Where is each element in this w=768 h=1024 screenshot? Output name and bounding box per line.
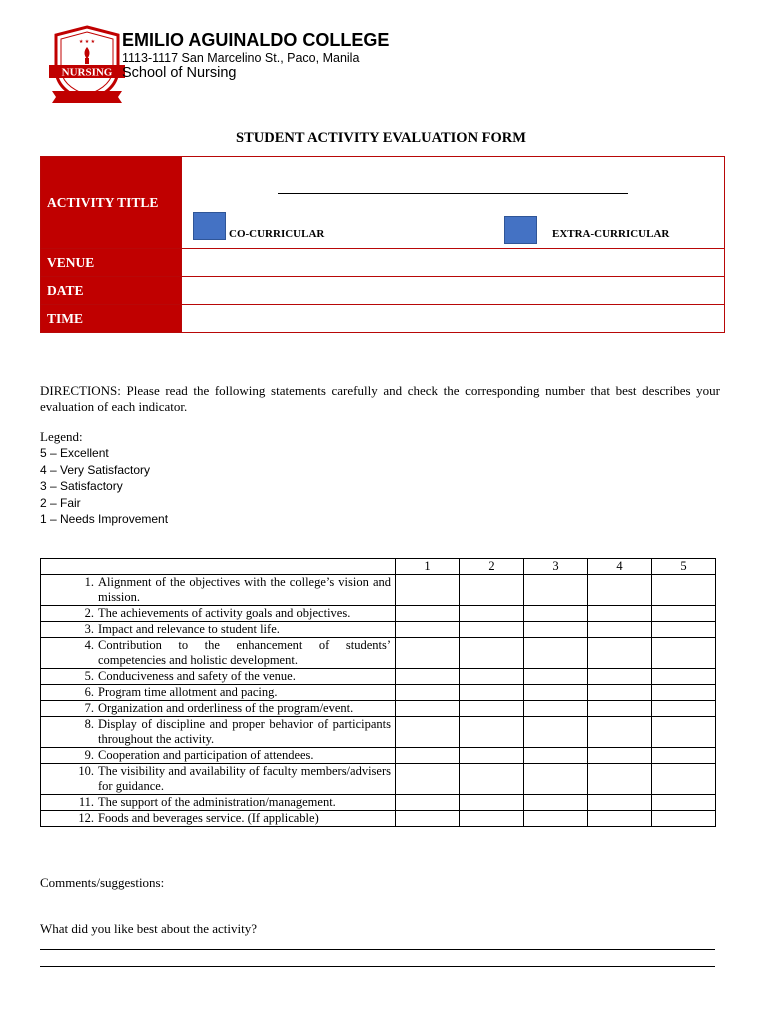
rating-cell-4[interactable] <box>588 717 652 748</box>
indicator-number: 9. <box>84 748 94 762</box>
rating-cell-4[interactable] <box>588 764 652 795</box>
rating-cell-2[interactable] <box>460 811 524 827</box>
rating-cell-5[interactable] <box>652 575 716 606</box>
indicator-cell <box>41 811 396 827</box>
indicator-number: 11. <box>78 795 94 809</box>
rating-cell-1[interactable] <box>396 638 460 669</box>
college-address: 1113-1117 San Marcelino St., Paco, Manila <box>122 51 360 65</box>
time-field[interactable] <box>182 305 725 333</box>
rating-cell-1[interactable] <box>396 701 460 717</box>
legend-title: Legend: <box>40 429 83 444</box>
evaluation-row <box>41 748 716 764</box>
date-label: DATE <box>41 277 182 305</box>
rating-cell-1[interactable] <box>396 764 460 795</box>
venue-label: VENUE <box>41 249 182 277</box>
rating-header-1: 1 <box>396 559 460 575</box>
rating-cell-5[interactable] <box>652 606 716 622</box>
rating-cell-2[interactable] <box>460 717 524 748</box>
answer-line[interactable] <box>40 966 715 967</box>
indicator-cell <box>41 638 396 669</box>
svg-text:★ ★ ★: ★ ★ ★ <box>78 39 96 45</box>
indicator-text: Organization and orderliness of the program/event. <box>98 701 354 715</box>
rating-cell-3[interactable] <box>524 575 588 606</box>
rating-cell-3[interactable] <box>524 638 588 669</box>
evaluation-row <box>41 717 716 748</box>
comments-label: Comments/suggestions: <box>40 875 165 890</box>
rating-header-4: 4 <box>588 559 652 575</box>
indicator-text: Alignment of the objectives with the college’s vision and mission. <box>98 575 391 604</box>
rating-cell-1[interactable] <box>396 575 460 606</box>
rating-cell-3[interactable] <box>524 764 588 795</box>
rating-cell-5[interactable] <box>652 685 716 701</box>
rating-cell-5[interactable] <box>652 795 716 811</box>
indicator-header <box>41 559 396 575</box>
legend-item: 4 – Very Satisfactory <box>40 462 151 477</box>
indicator-number: 4. <box>84 638 94 652</box>
indicator-number: 8. <box>84 717 94 731</box>
rating-cell-4[interactable] <box>588 622 652 638</box>
rating-cell-5[interactable] <box>652 669 716 685</box>
evaluation-table <box>40 558 716 827</box>
evaluation-row <box>41 685 716 701</box>
extra-curricular-label: EXTRA-CURRICULAR <box>552 228 670 240</box>
rating-cell-2[interactable] <box>460 622 524 638</box>
legend <box>40 429 168 527</box>
rating-cell-3[interactable] <box>524 669 588 685</box>
legend-item: 3 – Satisfactory <box>40 479 123 494</box>
rating-cell-5[interactable] <box>652 717 716 748</box>
rating-cell-1[interactable] <box>396 748 460 764</box>
rating-cell-2[interactable] <box>460 638 524 669</box>
indicator-text: The achievements of activity goals and objectives. <box>98 606 351 620</box>
rating-cell-3[interactable] <box>524 795 588 811</box>
rating-cell-1[interactable] <box>396 606 460 622</box>
indicator-text: Foods and beverages service. (If applicable) <box>98 811 319 825</box>
rating-cell-2[interactable] <box>460 795 524 811</box>
co-curricular-label: CO-CURRICULAR <box>229 228 325 240</box>
rating-cell-1[interactable] <box>396 717 460 748</box>
indicator-number: 5. <box>84 669 94 683</box>
legend-item: 5 – Excellent <box>40 446 109 461</box>
rating-cell-4[interactable] <box>588 606 652 622</box>
evaluation-row <box>41 811 716 827</box>
rating-cell-4[interactable] <box>588 701 652 717</box>
evaluation-row <box>41 764 716 795</box>
indicator-cell <box>41 622 396 638</box>
date-field[interactable] <box>182 277 725 305</box>
indicator-text: The support of the administration/management. <box>98 795 336 809</box>
indicator-number: 1. <box>84 575 94 589</box>
activity-title-field[interactable] <box>182 157 725 249</box>
indicator-cell <box>41 575 396 606</box>
rating-cell-3[interactable] <box>524 811 588 827</box>
indicator-cell <box>41 764 396 795</box>
rating-cell-2[interactable] <box>460 575 524 606</box>
indicator-number: 12. <box>78 811 94 825</box>
indicator-cell <box>41 717 396 748</box>
evaluation-row <box>41 795 716 811</box>
form-title: STUDENT ACTIVITY EVALUATION FORM <box>236 130 526 146</box>
rating-cell-3[interactable] <box>524 717 588 748</box>
college-name: EMILIO AGUINALDO COLLEGE <box>122 30 390 50</box>
venue-field[interactable] <box>182 249 725 277</box>
legend-item: 1 – Needs Improvement <box>40 512 169 527</box>
rating-cell-1[interactable] <box>396 795 460 811</box>
directions-text: DIRECTIONS: Please read the following statements carefully and check the corresponding number that best describes your evaluation of each indicator. <box>40 383 720 414</box>
logo-text: NURSING <box>61 66 113 79</box>
rating-cell-5[interactable] <box>652 748 716 764</box>
indicator-cell <box>41 795 396 811</box>
college-logo <box>48 25 126 103</box>
indicator-text: Impact and relevance to student life. <box>98 622 280 636</box>
evaluation-row <box>41 622 716 638</box>
rating-cell-3[interactable] <box>524 622 588 638</box>
rating-cell-4[interactable] <box>588 638 652 669</box>
rating-cell-4[interactable] <box>588 748 652 764</box>
indicator-text: Contribution to the enhancement of students’ competencies and holistic development. <box>98 638 391 667</box>
rating-cell-4[interactable] <box>588 795 652 811</box>
rating-cell-5[interactable] <box>652 638 716 669</box>
rating-cell-3[interactable] <box>524 685 588 701</box>
indicator-number: 3. <box>84 622 94 636</box>
indicator-cell <box>41 606 396 622</box>
rating-header-5: 5 <box>652 559 716 575</box>
evaluation-row <box>41 606 716 622</box>
activity-title-label: ACTIVITY TITLE <box>41 157 182 249</box>
answer-line[interactable] <box>40 949 715 950</box>
indicator-text: Cooperation and participation of attendees. <box>98 748 314 762</box>
evaluation-row <box>41 669 716 685</box>
rating-cell-4[interactable] <box>588 669 652 685</box>
rating-cell-2[interactable] <box>460 701 524 717</box>
rating-cell-3[interactable] <box>524 748 588 764</box>
indicator-text: Program time allotment and pacing. <box>98 685 278 699</box>
indicator-text: Display of discipline and proper behavior of participants throughout the activity. <box>98 717 391 746</box>
indicator-text: Conduciveness and safety of the venue. <box>98 669 296 683</box>
indicator-text: The visibility and availability of faculty members/advisers for guidance. <box>98 764 391 793</box>
activity-info-table <box>40 156 725 333</box>
rating-header-row <box>41 559 716 575</box>
activity-title-line[interactable] <box>278 193 628 194</box>
rating-cell-2[interactable] <box>460 685 524 701</box>
rating-header-3: 3 <box>524 559 588 575</box>
indicator-cell <box>41 685 396 701</box>
legend-item: 2 – Fair <box>40 495 81 510</box>
rating-cell-2[interactable] <box>460 669 524 685</box>
rating-cell-2[interactable] <box>460 606 524 622</box>
rating-cell-5[interactable] <box>652 811 716 827</box>
rating-cell-1[interactable] <box>396 622 460 638</box>
extra-curricular-checkbox[interactable] <box>504 216 537 244</box>
indicator-cell <box>41 701 396 717</box>
rating-cell-5[interactable] <box>652 622 716 638</box>
rating-header-2: 2 <box>460 559 524 575</box>
indicator-number: 7. <box>84 701 94 715</box>
rating-cell-3[interactable] <box>524 701 588 717</box>
evaluation-row <box>41 575 716 606</box>
indicator-cell <box>41 748 396 764</box>
rating-cell-3[interactable] <box>524 606 588 622</box>
evaluation-row <box>41 638 716 669</box>
school-name: School of Nursing <box>122 65 237 81</box>
indicator-number: 10. <box>78 764 94 778</box>
rating-cell-1[interactable] <box>396 811 460 827</box>
indicator-number: 2. <box>84 606 94 620</box>
co-curricular-checkbox[interactable] <box>193 212 226 240</box>
rating-cell-4[interactable] <box>588 685 652 701</box>
rating-cell-1[interactable] <box>396 685 460 701</box>
time-label: TIME <box>41 305 182 333</box>
rating-cell-5[interactable] <box>652 701 716 717</box>
evaluation-row <box>41 701 716 717</box>
rating-cell-2[interactable] <box>460 748 524 764</box>
question-label: What did you like best about the activity? <box>40 921 257 936</box>
rating-cell-4[interactable] <box>588 811 652 827</box>
rating-cell-5[interactable] <box>652 764 716 795</box>
rating-cell-2[interactable] <box>460 764 524 795</box>
rating-cell-4[interactable] <box>588 575 652 606</box>
indicator-cell <box>41 669 396 685</box>
rating-cell-1[interactable] <box>396 669 460 685</box>
indicator-number: 6. <box>84 685 94 699</box>
